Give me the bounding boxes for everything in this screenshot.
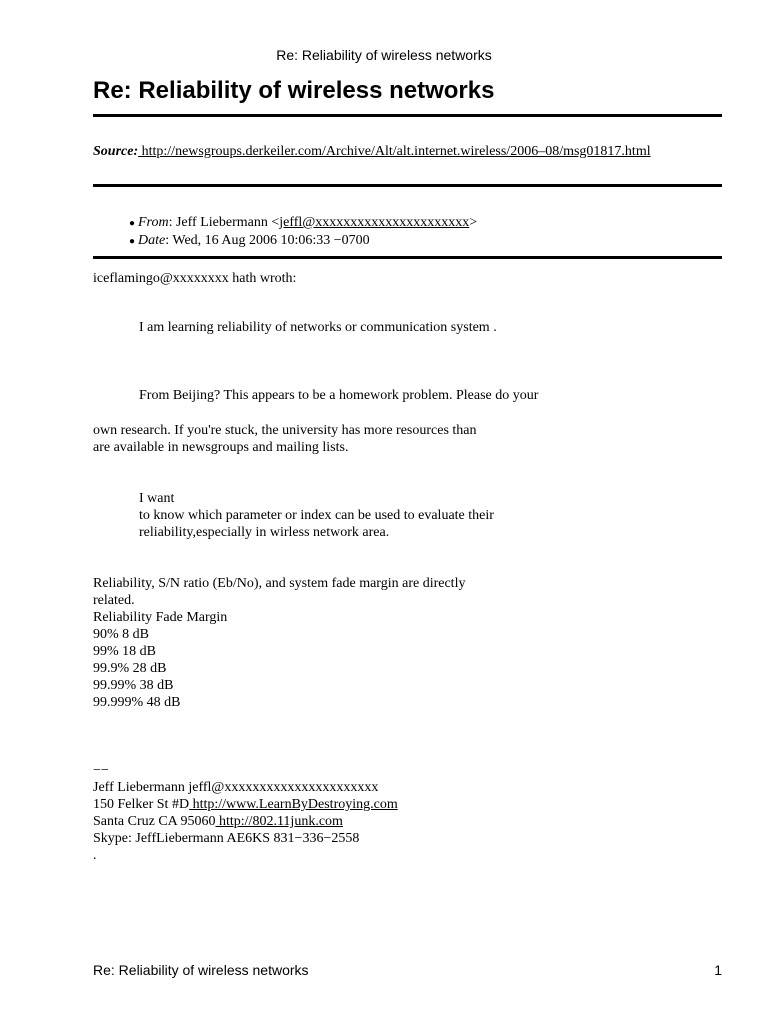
bullet-icon: ● — [129, 218, 136, 229]
junk-link[interactable]: http://802.11junk.com — [215, 814, 343, 829]
page-title: Re: Reliability of wireless networks — [93, 77, 495, 104]
from-email-link[interactable]: jeffl@xxxxxxxxxxxxxxxxxxxxxx — [279, 215, 470, 230]
signature — [93, 762, 398, 864]
source-line — [93, 144, 651, 160]
signature-address: 150 Felker St #D — [93, 797, 190, 812]
date-label: Date — [138, 233, 166, 248]
quote-2-line-2: to know which parameter or index can be used to evaluate their — [139, 508, 494, 523]
fade-margin-row: 99% 18 dB — [93, 644, 156, 659]
from-close: > — [469, 215, 478, 230]
signature-line-1: Jeff Liebermann jeffl@xxxxxxxxxxxxxxxxxxxxxx — [93, 780, 379, 795]
footer-title: Re: Reliability of wireless networks — [93, 962, 309, 978]
signature-line-4: Skype: JeffLiebermann AE6KS 831−336−2558 — [93, 831, 360, 846]
signature-separator: −− — [93, 763, 109, 778]
source-label: Source: — [93, 144, 139, 159]
quote-2-line-1: I want — [139, 491, 175, 506]
source-rule — [93, 184, 722, 187]
running-header: Re: Reliability of wireless networks — [276, 47, 492, 63]
fade-margin-table-header: Reliability Fade Margin — [93, 610, 228, 625]
meta-rule — [93, 256, 722, 259]
meta-date — [129, 232, 370, 250]
learnbydestroying-link[interactable]: http://www.LearnByDestroying.com — [189, 797, 398, 812]
page-number: 1 — [714, 962, 722, 978]
source-link[interactable]: http://newsgroups.derkeiler.com/Archive/Alt/alt.internet.wireless/2006–08/msg01817.html — [138, 144, 651, 159]
quote-2-line-3: reliability,especially in wirless network area. — [139, 525, 390, 540]
fade-margin-row: 90% 8 dB — [93, 627, 149, 642]
signature-line-5: . — [93, 848, 97, 863]
fade-margin-row: 99.9% 28 dB — [93, 661, 167, 676]
fade-margin-row: 99.99% 38 dB — [93, 678, 174, 693]
date-value: : Wed, 16 Aug 2006 10:06:33 −0700 — [165, 233, 370, 248]
reply-2 — [93, 575, 465, 711]
title-rule — [93, 114, 722, 117]
fade-margin-row: 99.999% 48 dB — [93, 695, 181, 710]
bullet-icon: ● — [129, 236, 136, 247]
quote-1: I am learning reliability of networks or communication system . — [139, 320, 497, 335]
signature-city: Santa Cruz CA 95060 — [93, 814, 216, 829]
reply-2-line: related. — [93, 593, 135, 608]
meta-from — [129, 214, 477, 232]
reply-1-line-1: From Beijing? This appears to be a homework problem. Please do your — [139, 388, 539, 403]
reply-2-line: Reliability, S/N ratio (Eb/No), and system fade margin are directly — [93, 576, 466, 591]
attribution: iceflamingo@xxxxxxxx hath wroth: — [93, 271, 297, 286]
reply-1-line-3: are available in newsgroups and mailing lists. — [93, 440, 349, 455]
signature-line-2 — [93, 796, 398, 813]
from-name: : Jeff Liebermann < — [168, 215, 280, 230]
from-label: From — [138, 215, 169, 230]
signature-line-3 — [93, 813, 398, 830]
reply-1-line-2: own research. If you're stuck, the university has more resources than — [93, 423, 477, 438]
